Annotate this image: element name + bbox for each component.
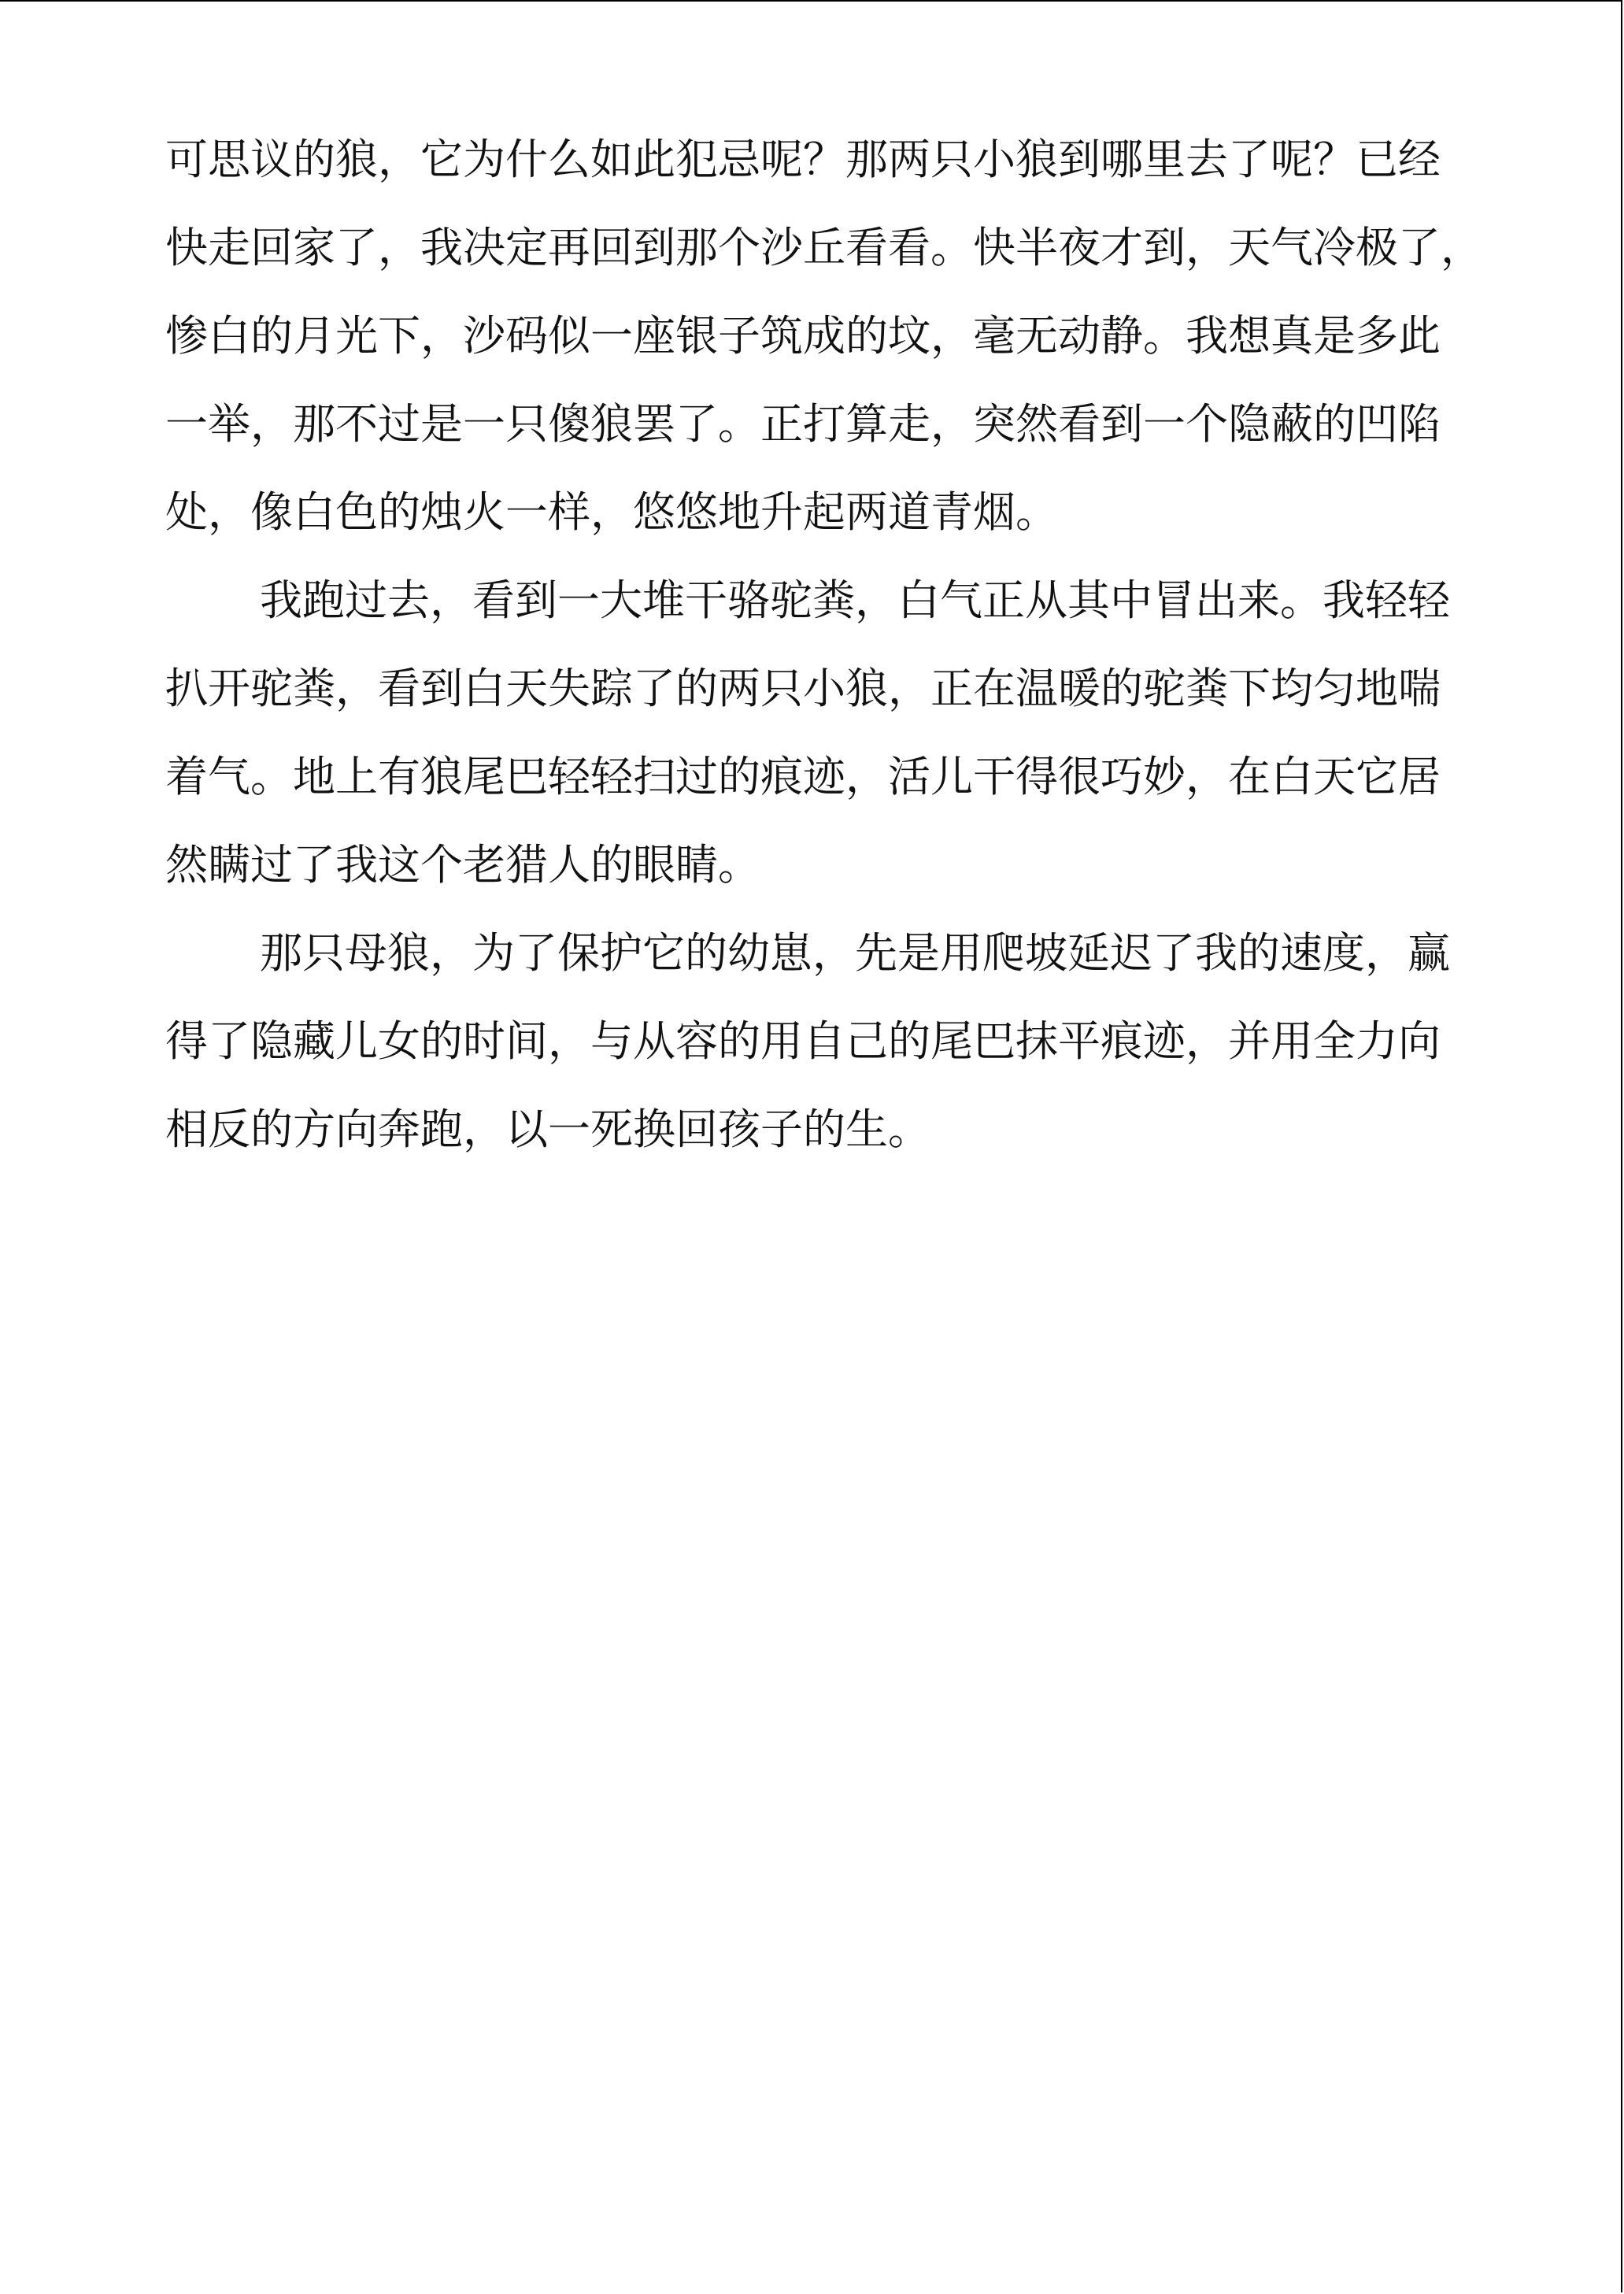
text-line: 快走回家了，我决定再回到那个沙丘看看。快半夜才到，天气冷极了，: [165, 223, 1483, 272]
text-line: 惨白的月光下，沙码似一座银子筑成的坟，毫无动静。我想真是多此: [165, 311, 1441, 361]
text-line: 处，像白色的烛火一样，悠悠地升起两道青烟。: [165, 487, 1058, 537]
text-line: 扒开驼粪，看到白天失踪了的两只小狼，正在温暖的驼粪下均匀地喘: [165, 664, 1441, 713]
document-body: [165, 116, 1551, 1174]
paragraph-first-line: 那只母狼，为了保护它的幼崽，先是用爬坡延迟了我的速度，赢: [260, 928, 1450, 978]
text-line: 可思议的狼，它为什么如此犯忌呢？那两只小狼到哪里去了呢？已经: [165, 135, 1441, 184]
text-line: 着气。地上有狼尾巴轻轻扫过的痕迹，活儿干得很巧妙，在白天它居: [165, 752, 1441, 801]
text-line: 得了隐藏儿女的时间，与从容的用自己的尾巴抹平痕迹，并用全力向: [165, 1016, 1441, 1066]
paragraph-first-line: 我跑过去，看到一大堆干骆驼粪，白气正从其中冒出来。我轻轻: [260, 575, 1450, 625]
text-line: 一举，那不过是一只傻狼罢了。正打算走，突然看到一个隐蔽的凹陷: [165, 399, 1441, 449]
text-line: 相反的方向奔跑，以一死换回孩子的生。: [165, 1104, 930, 1154]
text-line: 然瞒过了我这个老猎人的眼睛。: [165, 840, 760, 890]
